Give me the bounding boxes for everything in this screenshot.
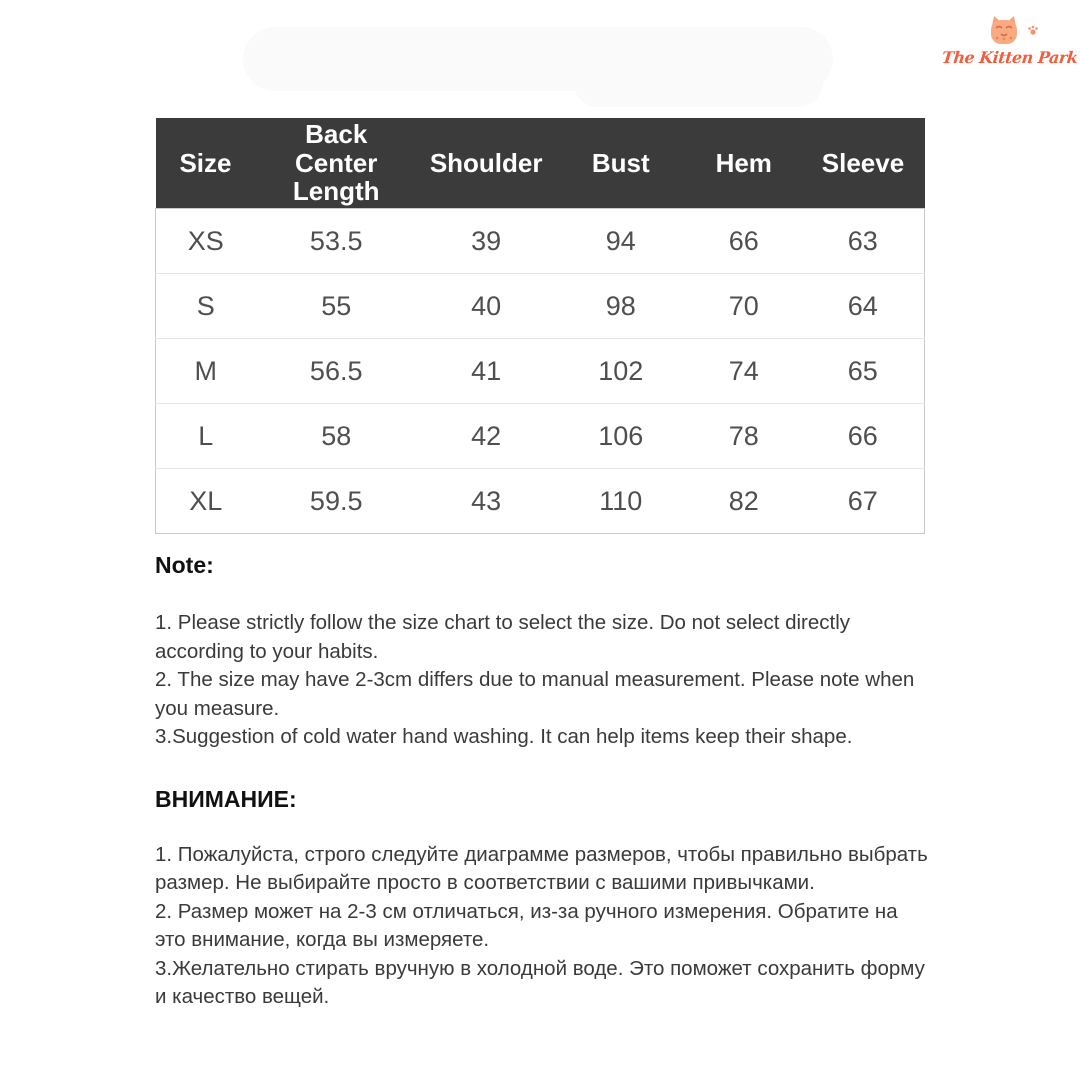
measurement-value: 70 — [686, 274, 801, 339]
measurement-value: 66 — [801, 404, 924, 469]
measurement-value: 43 — [417, 469, 555, 534]
note-title: Note: — [155, 552, 214, 578]
size-label: XS — [156, 209, 256, 274]
measurement-value: 110 — [555, 469, 686, 534]
cat-face-icon — [942, 14, 1062, 48]
measurement-value: 63 — [801, 209, 924, 274]
column-header-hem: Hem — [686, 118, 801, 209]
table-row-l — [156, 404, 925, 469]
measurement-value: 65 — [801, 339, 924, 404]
column-header-size: Size — [156, 118, 256, 209]
size-table-header — [156, 118, 925, 209]
measurement-value: 59.5 — [255, 469, 416, 534]
table-row-xs — [156, 209, 925, 274]
faded-title-placeholder — [243, 27, 833, 91]
attention-items — [155, 841, 930, 1012]
measurement-value: 40 — [417, 274, 555, 339]
table-row-xl — [156, 469, 925, 534]
measurement-value: 64 — [801, 274, 924, 339]
column-header-back-center-length: Back Center Length — [255, 118, 416, 209]
measurement-value: 39 — [417, 209, 555, 274]
column-header-sleeve: Sleeve — [801, 118, 924, 209]
attention-item-2: 2. Размер может на 2-3 см отличаться, из-за ручного измерения. Обратите на это внимание, когда вы измеряете. — [155, 899, 898, 951]
measurement-value: 66 — [686, 209, 801, 274]
size-label: M — [156, 339, 256, 404]
measurement-value: 74 — [686, 339, 801, 404]
size-label: XL — [156, 469, 256, 534]
attention-item-1: 1. Пожалуйста, строго следуйте диаграмме размеров, чтобы правильно выбрать размер. Не выбирайте просто в соответствии с вашими привычками. — [155, 842, 928, 894]
measurement-value: 78 — [686, 404, 801, 469]
measurement-value: 102 — [555, 339, 686, 404]
size-label: L — [156, 404, 256, 469]
brand-name: The Kitten Park — [941, 48, 1079, 67]
measurement-value: 58 — [255, 404, 416, 469]
paw-icon — [1028, 26, 1038, 35]
measurement-value: 42 — [417, 404, 555, 469]
measurement-value: 94 — [555, 209, 686, 274]
notes-section — [155, 552, 930, 1012]
note-item-1: 1. Please strictly follow the size chart to select the size. Do not select directly according to your habits. — [155, 611, 851, 663]
brand-logo — [941, 14, 1079, 67]
size-label: S — [156, 274, 256, 339]
measurement-value: 53.5 — [255, 209, 416, 274]
size-table-body — [156, 209, 925, 534]
column-header-bust: Bust — [555, 118, 686, 209]
measurement-value: 82 — [686, 469, 801, 534]
measurement-value: 41 — [417, 339, 555, 404]
measurement-value: 67 — [801, 469, 924, 534]
table-row-s — [156, 274, 925, 339]
measurement-value: 56.5 — [255, 339, 416, 404]
attention-item-3: 3.Желательно стирать вручную в холодной воде. Это поможет сохранить форму и качество вещей. — [155, 956, 925, 1008]
size-chart-table — [155, 118, 925, 534]
attention-title: ВНИМАНИЕ: — [155, 785, 297, 812]
note-item-3: 3.Suggestion of cold water hand washing. It can help items keep their shape. — [155, 725, 853, 748]
note-items — [155, 609, 930, 752]
measurement-value: 106 — [555, 404, 686, 469]
table-row-m — [156, 339, 925, 404]
measurement-value: 98 — [555, 274, 686, 339]
column-header-shoulder: Shoulder — [417, 118, 555, 209]
measurement-value: 55 — [255, 274, 416, 339]
note-item-2: 2. The size may have 2-3cm differs due to manual measurement. Please note when you measure. — [155, 668, 915, 720]
